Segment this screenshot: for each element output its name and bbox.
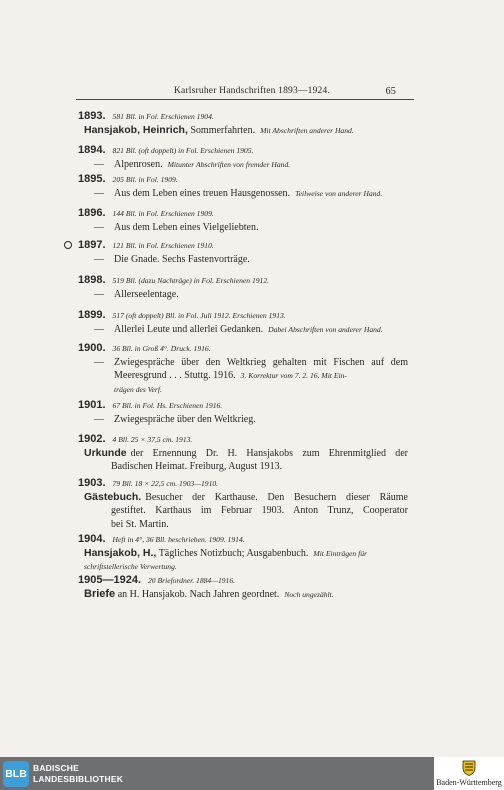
entry-meta: 821 Bll. (oft doppelt) in Fol. Erschienen 1905. (112, 146, 254, 155)
ditto-dash: — (94, 187, 104, 199)
entry-number: 1902. (78, 433, 106, 445)
ditto-dash: — (94, 323, 104, 335)
entry-title-line: Tägliches Notizbuch; Ausgabenbuch. (158, 547, 309, 559)
entry-number: 1900. (78, 342, 106, 354)
entry-lead: Briefe (84, 587, 116, 600)
entry-title-line: der Ernennung Dr. H. Hansjakobs zum Ehrenmitglied der (130, 447, 408, 459)
entry-1897 (78, 239, 408, 266)
entry-title-line: bei St. Martin. (111, 518, 169, 530)
entry-author: Hansjakob, Heinrich, (84, 123, 188, 136)
entry-number: 1904. (78, 533, 106, 545)
entry-title-line: an H. Hansjakob. Nach Jahren geordnet. (117, 588, 280, 600)
entry-meta: Heft in 4°, 36 Bll. beschrieben. 1909. 1914. (112, 535, 245, 544)
library-name[interactable] (33, 763, 123, 785)
entry-meta: 144 Bll. in Fol. Erschienen 1909. (112, 209, 214, 218)
entry-number: 1903. (78, 477, 106, 489)
library-name-line1: BADISCHE (33, 763, 79, 773)
entry-title-line: Zwiegespräche über den Weltkrieg gehalten mit Fischen auf dem (114, 356, 408, 368)
entry-1896 (78, 207, 408, 234)
entry-title: Die Gnade. Sechs Fastenvorträge. (114, 253, 250, 265)
entry-note: Dabei Abschriften von anderer Hand. (268, 324, 383, 334)
entry-number: 1895. (78, 173, 106, 185)
blb-logo-icon[interactable]: BLB (3, 761, 29, 787)
entry-number: 1897. (78, 239, 106, 251)
entry-meta: 581 Bll. in Fol. Erschienen 1904. (112, 112, 214, 121)
entry-title: Aus dem Leben eines treuen Hausgenossen. (114, 187, 291, 199)
ditto-dash: — (94, 288, 104, 300)
entry-title-line: Meeresgrund . . . Stuttg. 1916. (114, 370, 236, 381)
entry-title-line: Besucher der Karthause. Den Besuchern dieser Räume (145, 491, 408, 503)
entry-lead: Gästebuch. (84, 490, 142, 503)
library-name-line2: LANDESBIBLIOTHEK (33, 774, 124, 784)
header-rule (76, 99, 414, 100)
entry-meta: 517 (oft doppelt) Bll. in Fol. Juli 1912. Erschienen 1913. (112, 311, 286, 320)
entry-note: Mit Abschriften anderer Hand. (260, 125, 354, 135)
entry-note: Teilweise von anderer Hand. (295, 188, 383, 198)
entry-number: 1905—1924. (78, 574, 141, 586)
bw-crest-icon (460, 759, 478, 777)
footer-bar (0, 757, 504, 790)
entry-lead: Urkunde (84, 446, 127, 459)
entry-title: Alpenrosen. (114, 158, 163, 170)
entry-1895 (78, 173, 408, 200)
bw-name: Baden-Württemberg (436, 778, 502, 787)
ditto-dash: — (94, 253, 104, 265)
entry-note: Noch ungezählt. (284, 589, 334, 599)
ditto-dash: — (94, 413, 104, 425)
entry-1903 (78, 477, 408, 531)
circle-marker-icon (64, 241, 72, 249)
running-header (0, 86, 504, 100)
entry-number: 1898. (78, 274, 106, 286)
entry-1902 (78, 433, 408, 474)
entry-meta: 20 Briefordner. 1884—1916. (148, 576, 236, 585)
entry-title: Zwiegespräche über den Weltkrieg. (114, 413, 256, 425)
entry-1893 (78, 110, 408, 137)
entry-note: Mit Einträgen für (313, 548, 367, 558)
entry-title: Sommerfahrten. (190, 124, 256, 136)
ditto-dash: — (94, 356, 104, 368)
entry-number: 1894. (78, 144, 106, 156)
entry-note: Mitunter Abschriften von fremder Hand. (167, 159, 291, 169)
entry-number: 1893. (78, 110, 106, 122)
entry-1904 (78, 533, 408, 574)
entry-title: Aus dem Leben eines Vielgeliebten. (114, 221, 259, 233)
ditto-dash: — (94, 221, 104, 233)
running-title: Karlsruher Handschriften 1893—1924. (173, 86, 331, 96)
entry-1901 (78, 399, 408, 426)
entry-note: 3. Korrektur vom 7. 2. 16. Mit Ein- (240, 371, 347, 380)
entry-meta: 4 Bll. 25 × 37,5 cm. 1913. (112, 435, 193, 444)
entry-1899 (78, 309, 408, 336)
entry-note: trägen des Verf. (114, 384, 162, 394)
entry-meta: 36 Bll. in Groß 4°. Druck. 1916. (112, 344, 211, 353)
ditto-dash: — (94, 158, 104, 170)
entry-title: Allerseelentage. (114, 288, 179, 300)
page-number: 65 (385, 86, 396, 97)
entry-title-line: gestiftet. Karthaus im Februar 1903. Anton Trunz, Cooperator (111, 505, 408, 516)
entry-number: 1896. (78, 207, 106, 219)
entry-1900 (78, 342, 408, 396)
entry-title: Allerlei Leute und allerlei Gedanken. (114, 323, 264, 335)
entry-1898 (78, 274, 408, 301)
entry-meta: 67 Bll. in Fol. Hs. Erschienen 1916. (112, 401, 223, 410)
entry-meta: 205 Bll. in Fol. 1909. (112, 175, 178, 184)
entry-note: schriftstellerische Verwertung. (84, 562, 177, 571)
entry-lead: Hansjakob, H., (84, 546, 157, 559)
entry-meta: 121 Bll. in Fol. Erschienen 1910. (112, 241, 214, 250)
entry-number: 1899. (78, 309, 106, 321)
bw-logo[interactable] (434, 757, 504, 790)
entry-1894 (78, 144, 408, 171)
entry-number: 1901. (78, 399, 106, 411)
entry-1905-1924 (78, 574, 408, 601)
entry-meta: 79 Bll. 18 × 22,5 cm. 1903—1910. (112, 479, 219, 488)
entry-title-line: Badischen Heimat. Freiburg, August 1913. (111, 461, 283, 472)
entry-meta: 519 Bll. (dazu Nachträge) in Fol. Erschienen 1912. (112, 276, 270, 285)
